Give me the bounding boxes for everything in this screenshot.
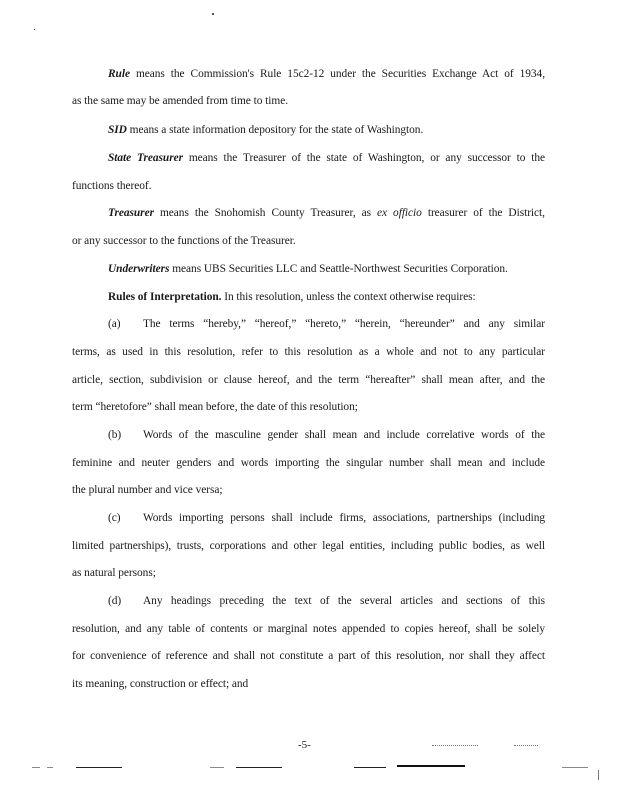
scan-speck: [598, 770, 599, 780]
item-d-text: Any headings preceding the text of the several articles and sections of this: [143, 595, 545, 607]
item-b-text: Words of the masculine gender shall mean and include correlative words of the: [143, 429, 545, 441]
footer-rule: [236, 767, 282, 768]
footer-rule: [354, 767, 386, 768]
footer-rule: [562, 767, 588, 768]
item-c-line-3: as natural persons;: [72, 567, 156, 579]
item-d-line-2: resolution, and any table of contents or marginal notes appended to copies hereof, shall be solely: [72, 623, 545, 635]
footer-rule: [210, 767, 224, 768]
definition-state-treasurer-line-2: functions thereof.: [72, 180, 152, 192]
footer-rule: [47, 767, 53, 768]
item-d-label: (d): [108, 595, 122, 607]
definition-treasurer-line-2: or any successor to the functions of the Treasurer.: [72, 235, 296, 247]
item-d-line-3: for convenience of reference and shall not constitute a part of this resolution, nor shall they affect: [72, 650, 545, 662]
definition-rule-line-1: Rule means the Commission's Rule 15c2-12 under the Securities Exchange Act of 1934,: [108, 68, 545, 80]
scan-speck: [212, 13, 214, 15]
item-b-line-3: the plural number and vice versa;: [72, 484, 223, 496]
item-a-line-4: term “heretofore” shall mean before, the date of this resolution;: [72, 401, 358, 413]
item-b-label: (b): [108, 429, 122, 441]
item-c-line-2: limited partnerships), trusts, corporations and other legal entities, including public bodies, as well: [72, 540, 545, 552]
definition-sid: SID means a state information depository for the state of Washington.: [108, 124, 424, 136]
footer-scan-mark: [432, 745, 478, 746]
footer-scan-mark: [514, 745, 538, 746]
scan-speck: [34, 29, 35, 30]
item-a-text: The terms “hereby,” “hereof,” “hereto,” “herein, “hereunder” and any similar: [143, 318, 545, 330]
item-a-line-2: terms, as used in this resolution, refer to this resolution as a whole and not to any particular: [72, 346, 545, 358]
item-d-line-4: its meaning, construction or effect; and: [72, 678, 249, 690]
definition-state-treasurer-line-1: State Treasurer means the Treasurer of the state of Washington, or any successor to the: [108, 152, 545, 164]
item-c-text: Words importing persons shall include firms, associations, partnerships (including: [143, 512, 545, 524]
footer-rule: [32, 767, 40, 768]
item-a-line-3: article, section, subdivision or clause hereof, and the term “hereafter” shall mean after, and the: [72, 374, 545, 386]
definition-rule-line-2: as the same may be amended from time to time.: [72, 95, 289, 107]
rules-of-interpretation-heading: Rules of Interpretation. In this resolution, unless the context otherwise requires:: [108, 291, 476, 303]
definition-underwriters: Underwriters means UBS Securities LLC and Seattle-Northwest Securities Corporation.: [108, 263, 508, 275]
footer-rule: [76, 767, 122, 768]
item-b-line-2: feminine and neuter genders and words importing the singular number shall mean and include: [72, 457, 545, 469]
item-a-label: (a): [108, 318, 121, 330]
page-number: -5-: [298, 739, 311, 751]
definition-treasurer-line-1: Treasurer means the Snohomish County Treasurer, as ex officio treasurer of the District,: [108, 207, 545, 219]
item-c-label: (c): [108, 512, 121, 524]
footer-rule: [397, 765, 465, 767]
